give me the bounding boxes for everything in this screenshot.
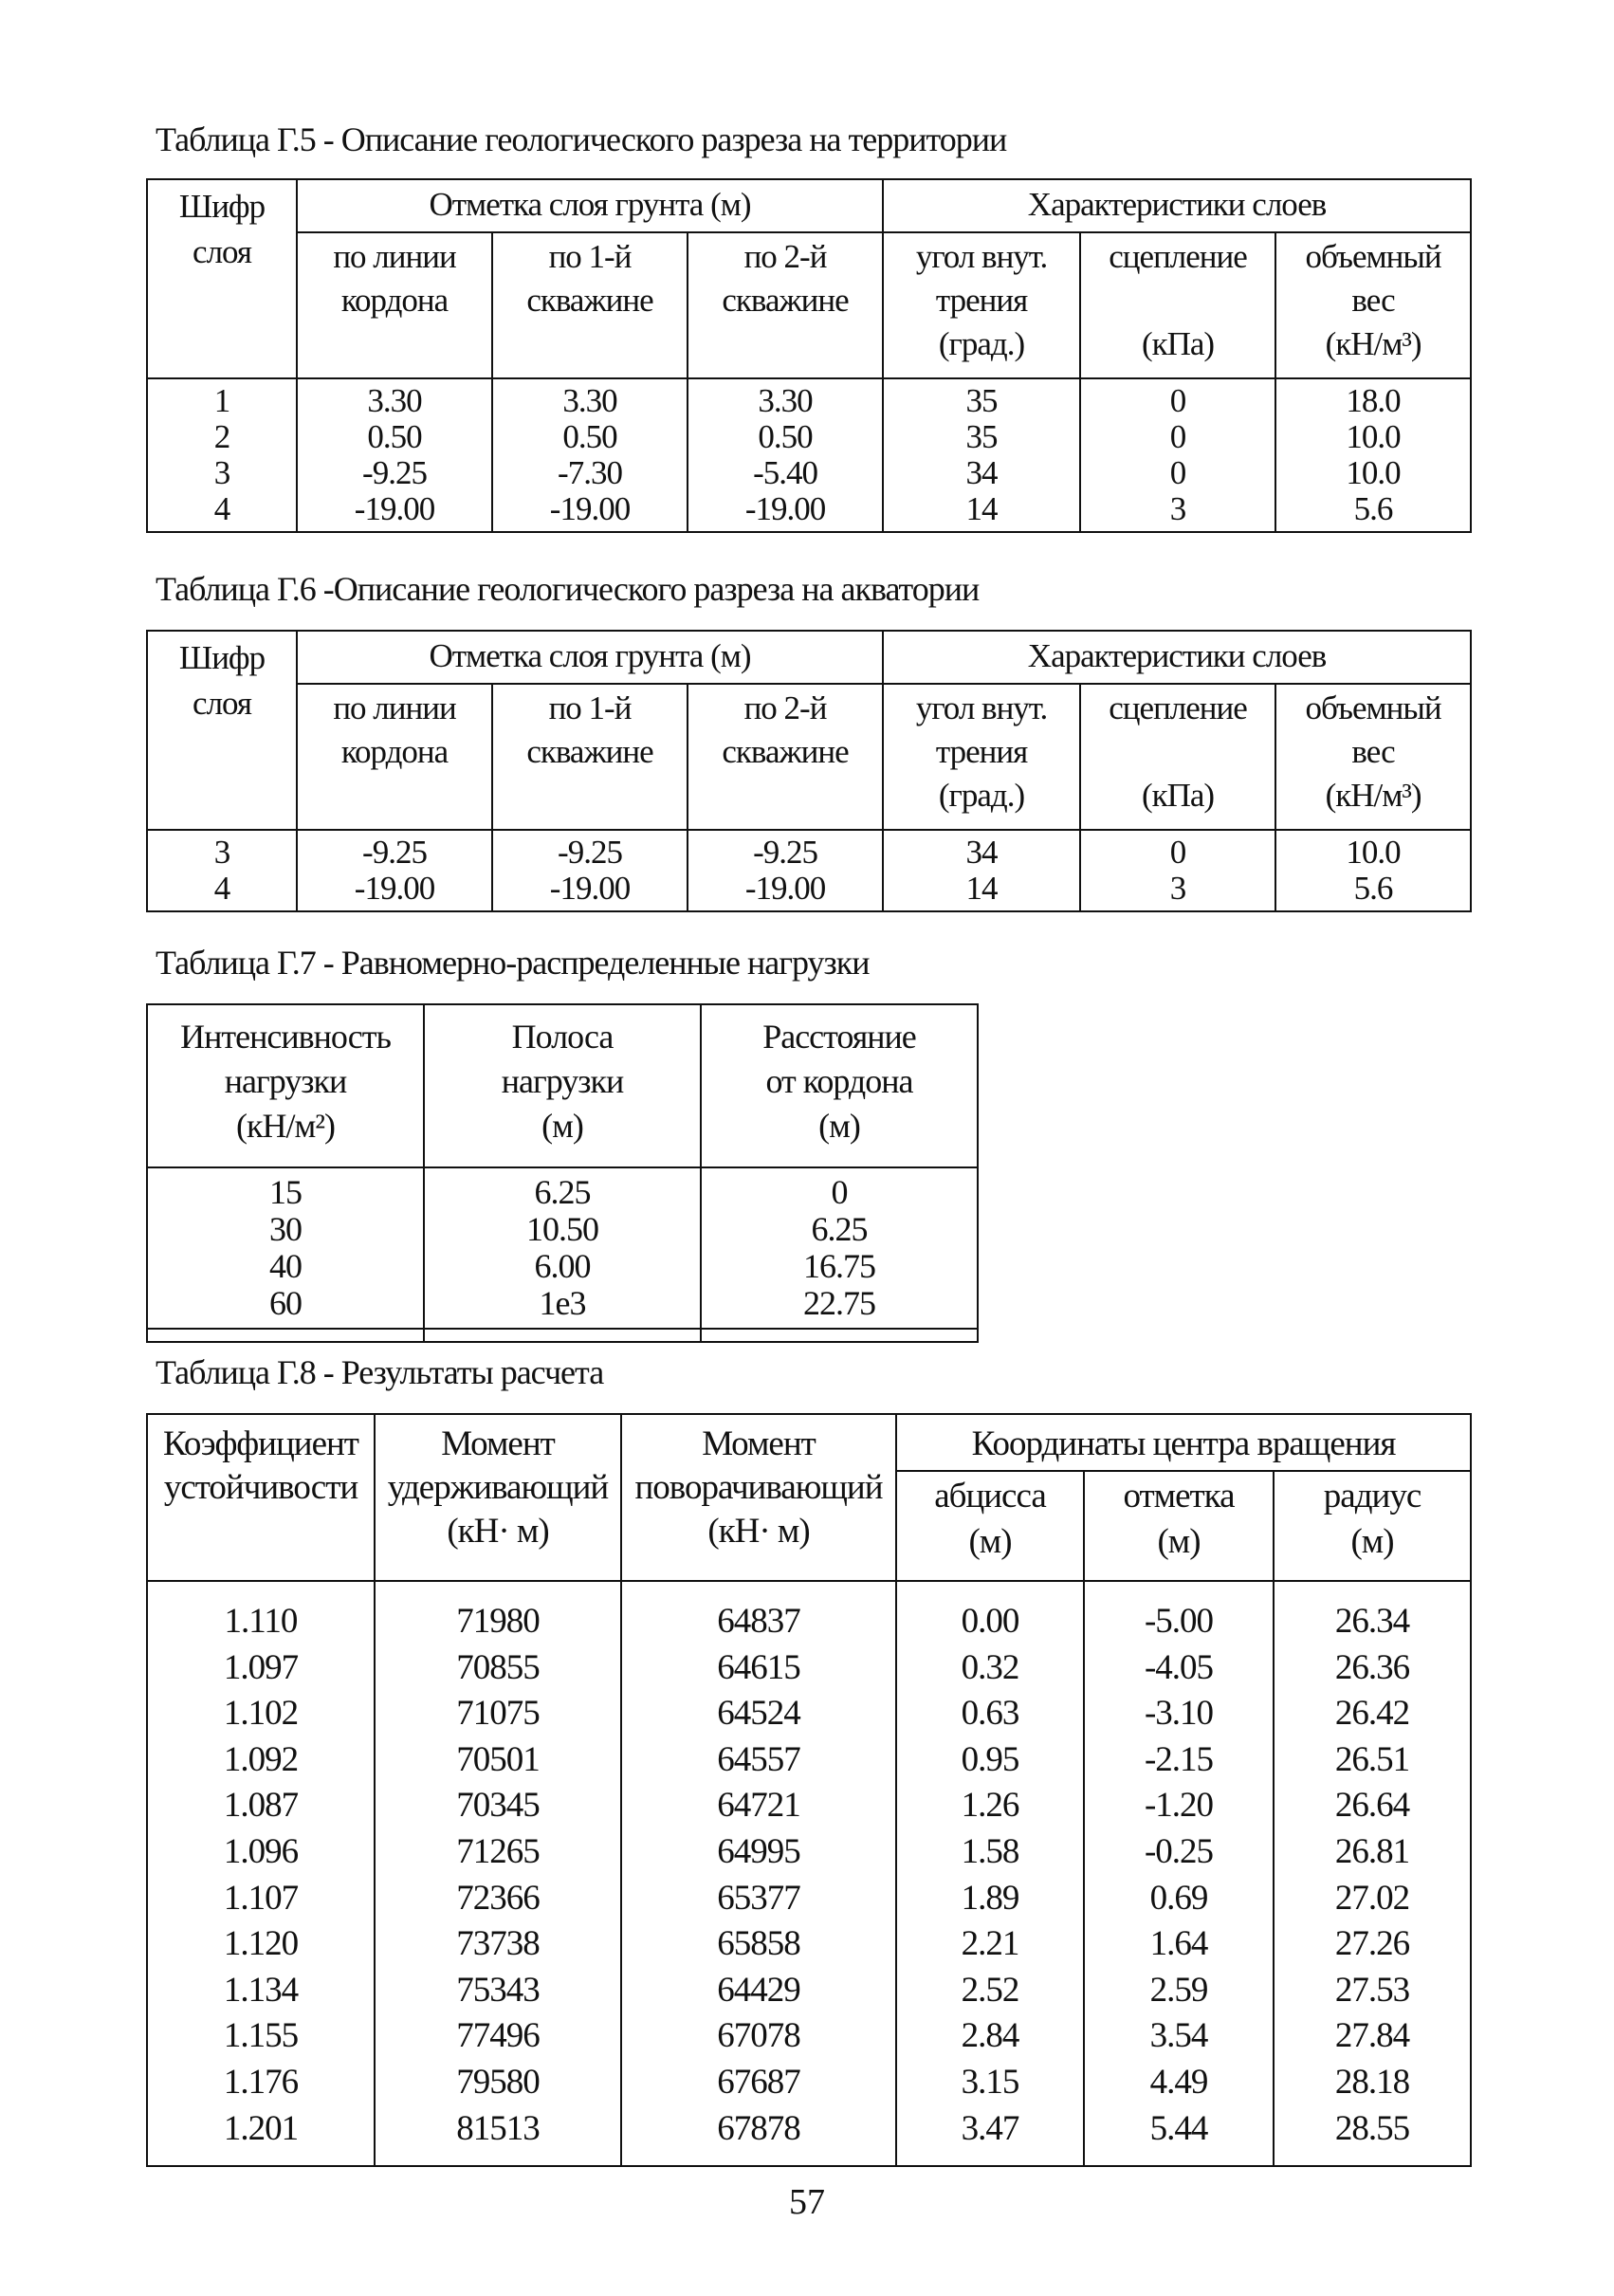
table-g8: [146, 1413, 1472, 2167]
column-layer-code: 1 2 3 4: [147, 378, 297, 532]
column-kordon: 3.30 0.50 -9.25 -19.00: [297, 378, 492, 532]
subheader-friction-angle: угол внут. трения (град.): [883, 232, 1080, 378]
column-well-2: 3.30 0.50 -5.40 -19.00: [688, 378, 883, 532]
subheader-well-2: по 2-й скважине: [688, 684, 883, 830]
subheader-cohesion: сцепление (кПа): [1080, 684, 1275, 830]
group-header-marks: Отметка слоя грунта (м): [297, 179, 883, 232]
subheader-abscissa: абцисса (м): [896, 1471, 1084, 1581]
column-friction-angle: 35 35 34 14: [883, 378, 1080, 532]
header-stability-factor: Коэффициент устойчивости: [147, 1414, 375, 1581]
table-g5: [146, 178, 1472, 533]
group-header-characteristics: Характеристики слоев: [883, 631, 1471, 684]
footer-cell: [147, 1329, 424, 1342]
table-g8-caption: Таблица Г.8 - Результаты расчета: [156, 1353, 604, 1391]
column-abscissa: 0.00 0.32 0.63 0.95 1.26 1.58 1.89 2.21 2.52 2.84 3.15 3.47: [896, 1581, 1084, 2166]
group-header-rotation-center: Координаты центра вращения: [896, 1414, 1471, 1471]
table-g5-caption: Таблица Г.5 - Описание геологического разреза на территории: [156, 120, 1007, 158]
group-header-marks: Отметка слоя грунта (м): [297, 631, 883, 684]
column-stability-factor: 1.110 1.097 1.102 1.092 1.087 1.096 1.107 1.120 1.134 1.155 1.176 1.201: [147, 1581, 375, 2166]
header-load-strip: Полоса нагрузки (м): [424, 1004, 701, 1167]
subheader-unit-weight: объемный вес (кН/м³): [1275, 232, 1471, 378]
col-header-shifr: Шифр слоя: [147, 179, 297, 378]
subheader-well-1: по 1-й скважине: [492, 232, 688, 378]
column-resisting-moment: 71980 70855 71075 70501 70345 71265 72366 73738 75343 77496 79580 81513: [375, 1581, 621, 2166]
column-well-2: -9.25 -19.00: [688, 830, 883, 911]
column-layer-code: 3 4: [147, 830, 297, 911]
table-g6: [146, 630, 1472, 912]
col-header-shifr: Шифр слоя: [147, 631, 297, 830]
column-cohesion: 0 0 0 3: [1080, 378, 1275, 532]
column-friction-angle: 34 14: [883, 830, 1080, 911]
subheader-kordon: по линии кордона: [297, 232, 492, 378]
column-cohesion: 0 3: [1080, 830, 1275, 911]
column-unit-weight: 10.0 5.6: [1275, 830, 1471, 911]
column-radius: 26.34 26.36 26.42 26.51 26.64 26.81 27.02 27.26 27.53 27.84 28.18 28.55: [1274, 1581, 1471, 2166]
column-elevation: -5.00 -4.05 -3.10 -2.15 -1.20 -0.25 0.69 1.64 2.59 3.54 4.49 5.44: [1084, 1581, 1274, 2166]
table-g7-caption: Таблица Г.7 - Равномерно-распределенные нагрузки: [156, 944, 870, 982]
subheader-elevation: отметка (м): [1084, 1471, 1274, 1581]
column-unit-weight: 18.0 10.0 10.0 5.6: [1275, 378, 1471, 532]
column-well-1: 3.30 0.50 -7.30 -19.00: [492, 378, 688, 532]
header-load-intensity: Интенсивность нагрузки (кН/м²): [147, 1004, 424, 1167]
page-number: 57: [789, 2182, 825, 2222]
column-kordon: -9.25 -19.00: [297, 830, 492, 911]
group-header-characteristics: Характеристики слоев: [883, 179, 1471, 232]
header-resisting-moment: Момент удерживающий (кН· м): [375, 1414, 621, 1581]
table-g6-caption: Таблица Г.6 -Описание геологического разреза на акватории: [156, 570, 980, 608]
footer-cell: [701, 1329, 978, 1342]
table-g7: [146, 1003, 979, 1343]
subheader-cohesion: сцепление (кПа): [1080, 232, 1275, 378]
column-distance-from-kordon: 0 6.25 16.75 22.75: [701, 1167, 978, 1329]
header-overturning-moment: Момент поворачивающий (кН· м): [621, 1414, 896, 1581]
header-distance-from-kordon: Расстояние от кордона (м): [701, 1004, 978, 1167]
subheader-friction-angle: угол внут. трения (град.): [883, 684, 1080, 830]
column-overturning-moment: 64837 64615 64524 64557 64721 64995 65377 65858 64429 67078 67687 67878: [621, 1581, 896, 2166]
subheader-radius: радиус (м): [1274, 1471, 1471, 1581]
column-well-1: -9.25 -19.00: [492, 830, 688, 911]
subheader-kordon: по линии кордона: [297, 684, 492, 830]
subheader-well-2: по 2-й скважине: [688, 232, 883, 378]
column-load-strip: 6.25 10.50 6.00 1e3: [424, 1167, 701, 1329]
subheader-unit-weight: объемный вес (кН/м³): [1275, 684, 1471, 830]
footer-cell: [424, 1329, 701, 1342]
column-load-intensity: 15 30 40 60: [147, 1167, 424, 1329]
subheader-well-1: по 1-й скважине: [492, 684, 688, 830]
